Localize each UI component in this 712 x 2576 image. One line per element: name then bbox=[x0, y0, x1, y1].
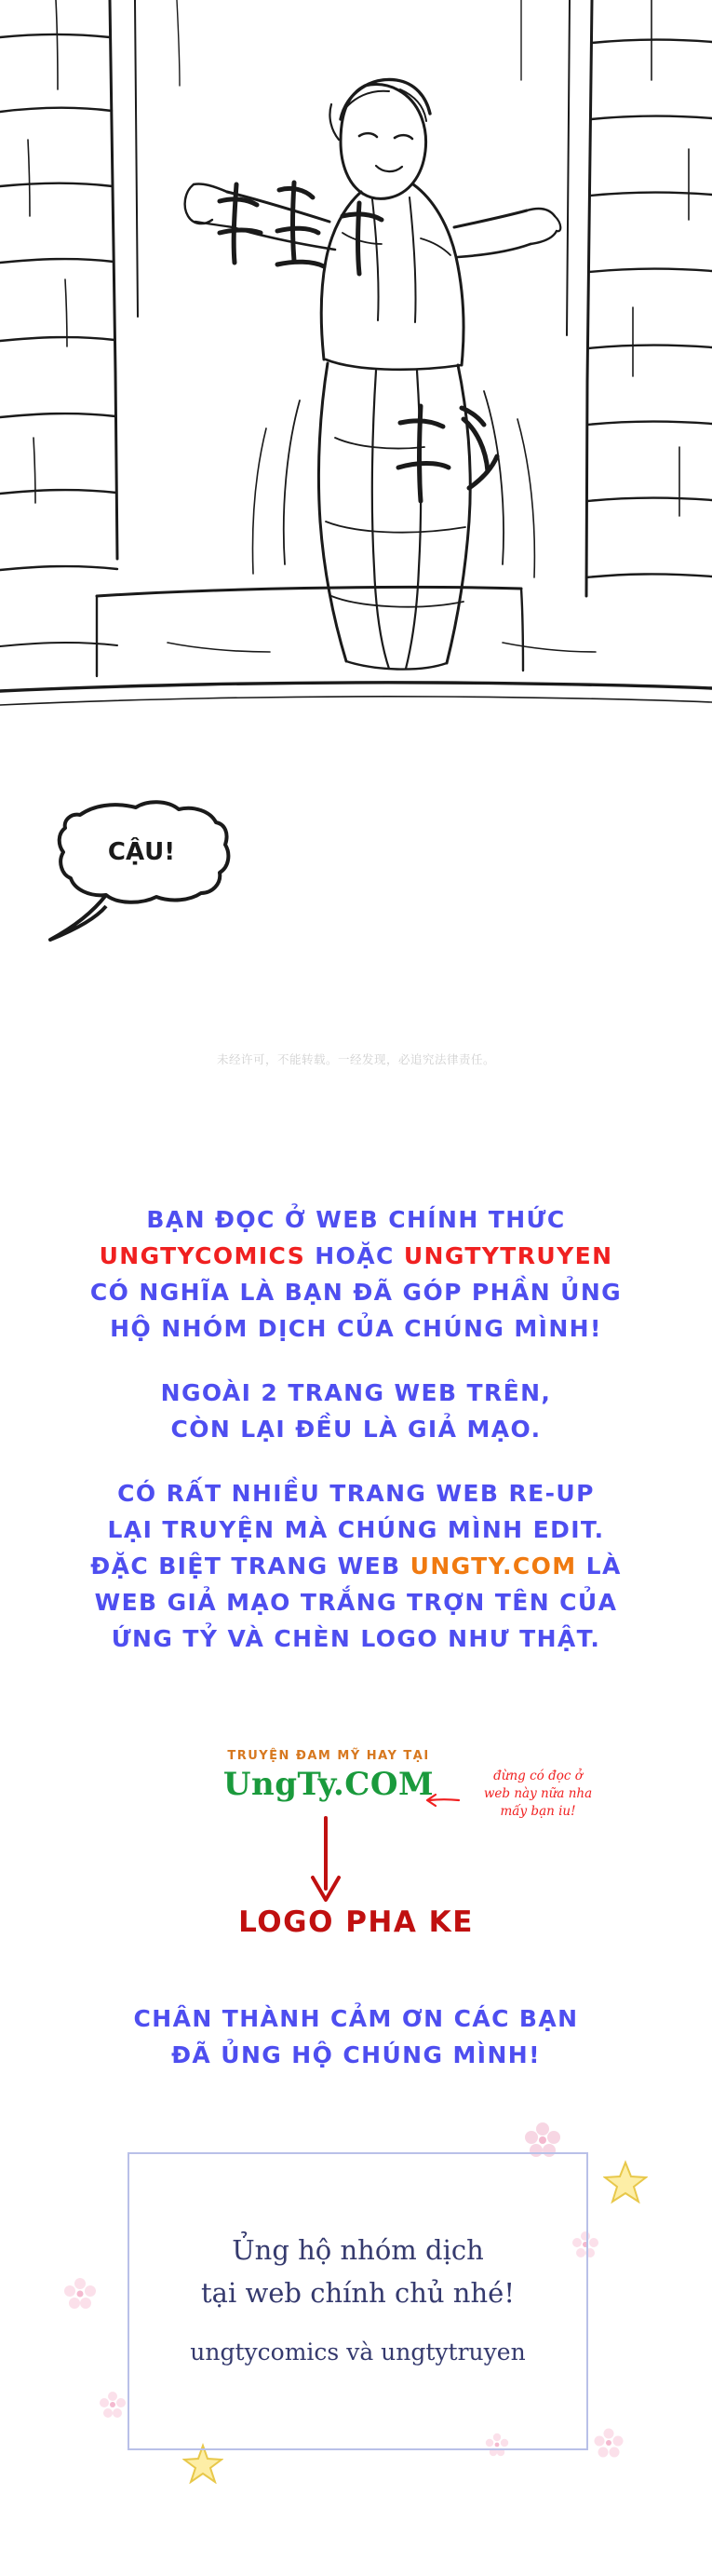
announcement-conjunction: HOẶC bbox=[305, 1242, 404, 1269]
announcement-paragraph-3 bbox=[0, 1475, 712, 1657]
handwritten-side-note bbox=[454, 1768, 622, 1821]
thanks-line-2: ĐÃ ỦNG HỘ CHÚNG MÌNH! bbox=[171, 2041, 541, 2068]
announcement-line: NGOÀI 2 TRANG WEB TRÊN, bbox=[160, 1379, 552, 1406]
star-icon bbox=[603, 2160, 648, 2204]
support-card-line-3: ungtycomics và ungtytruyen bbox=[190, 2339, 526, 2366]
side-note-line-1: đừng có đọc ở bbox=[493, 1769, 583, 1783]
announcement-text bbox=[0, 1201, 712, 1657]
announcement-line: ĐẶC BIỆT TRANG WEB bbox=[90, 1552, 410, 1579]
announcement-line: HỘ NHÓM DỊCH CỦA CHÚNG MÌNH! bbox=[110, 1315, 602, 1342]
chinese-copyright-notice: 未经许可，不能转载。一经发现，必追究法律责任。 bbox=[216, 1052, 495, 1066]
site-name-ungtycomics: UNGTYCOMICS bbox=[99, 1242, 306, 1269]
fake-logo-section bbox=[0, 1749, 712, 1963]
manhua-panel bbox=[0, 0, 712, 787]
fake-logo-wordmark: UngTy.COM bbox=[222, 1766, 435, 1803]
support-card-section bbox=[0, 2119, 712, 2519]
side-note-line-2: web này nữa nha bbox=[483, 1786, 593, 1801]
support-card-text bbox=[128, 2152, 588, 2450]
flower-icon bbox=[97, 2389, 128, 2420]
announcement-line: LÀ bbox=[576, 1552, 622, 1579]
speech-bubble-text: CẬU! bbox=[107, 838, 176, 866]
thanks-message bbox=[0, 2000, 712, 2073]
left-arrow-icon bbox=[423, 1788, 461, 1812]
announcement-paragraph-2 bbox=[0, 1375, 712, 1447]
support-card-line-2: tại web chính chủ nhé! bbox=[201, 2277, 515, 2309]
announcement-line: ỨNG TỶ VÀ CHÈN LOGO NHƯ THẬT. bbox=[111, 1625, 601, 1652]
support-card-line-1: Ủng hộ nhóm dịch bbox=[232, 2234, 484, 2266]
announcement-line: LẠI TRUYỆN MÀ CHÚNG MÌNH EDIT. bbox=[107, 1516, 605, 1543]
fake-logo-caption: LOGO PHA KE bbox=[238, 1905, 474, 1939]
announcement-line: WEB GIẢ MẠO TRẮNG TRỢN TÊN CỦA bbox=[94, 1589, 618, 1616]
announcement-line: CÓ RẤT NHIỀU TRANG WEB RE-UP bbox=[117, 1480, 595, 1507]
announcement-line: CÓ NGHĨA LÀ BẠN ĐÃ GÓP PHẦN ỦNG bbox=[89, 1279, 623, 1306]
announcement-paragraph-1 bbox=[0, 1201, 712, 1347]
flower-icon bbox=[61, 2275, 99, 2312]
site-name-ungtytruyen: UNGTYTRUYEN bbox=[403, 1242, 613, 1269]
down-arrow-icon bbox=[298, 1814, 354, 1905]
speech-bubble bbox=[37, 796, 316, 964]
announcement-line: BẠN ĐỌC Ở WEB CHÍNH THỨC bbox=[146, 1206, 566, 1233]
fake-site-name: UNGTY.COM bbox=[410, 1552, 577, 1579]
flower-icon bbox=[592, 2426, 625, 2460]
announcement-line: CÒN LẠI ĐỀU LÀ GIẢ MẠO. bbox=[170, 1416, 542, 1443]
fake-logo-tagline: TRUYỆN ĐAM MỸ HAY TẠI bbox=[227, 1749, 430, 1763]
side-note-line-3: mấy bạn iu! bbox=[500, 1804, 576, 1819]
thanks-line-1: CHÂN THÀNH CẢM ƠN CÁC BẠN bbox=[133, 2005, 579, 2032]
